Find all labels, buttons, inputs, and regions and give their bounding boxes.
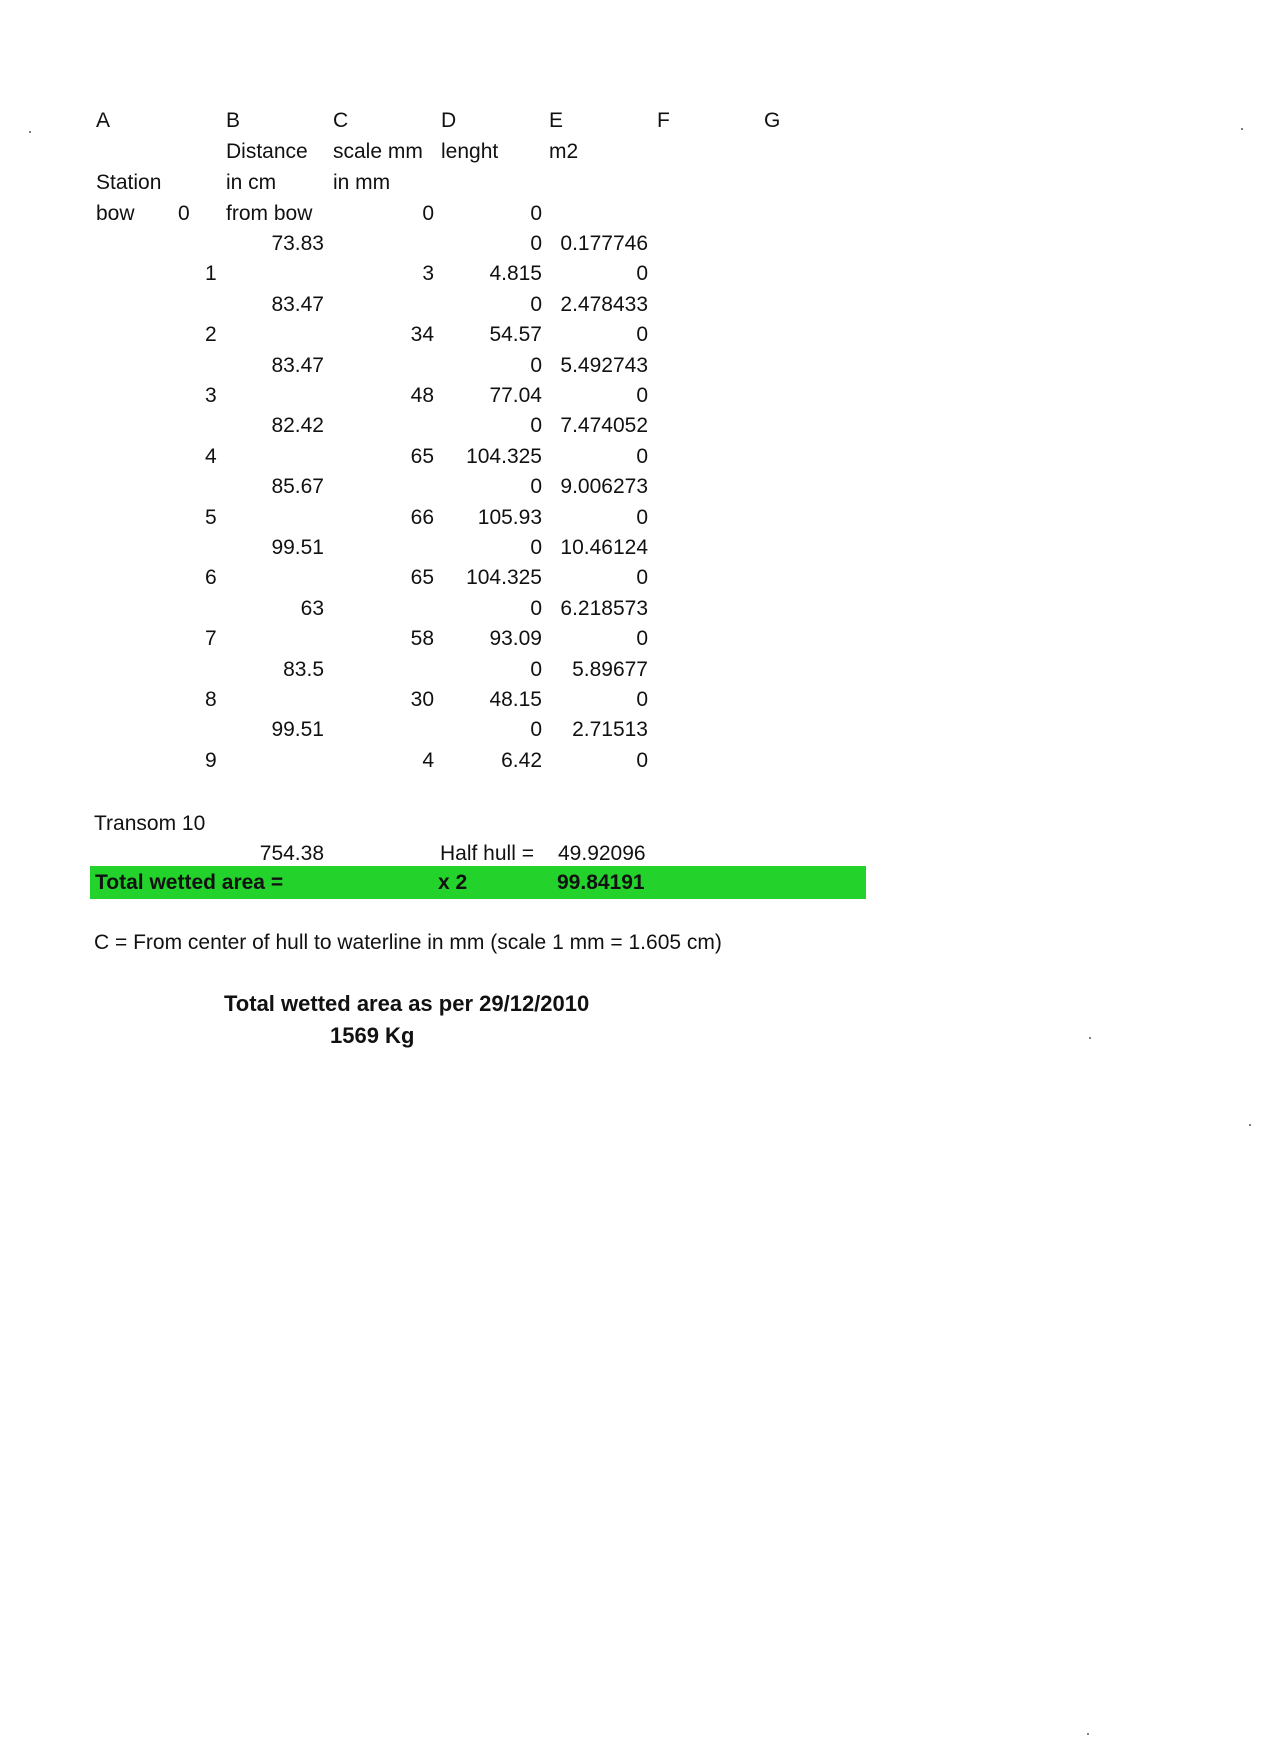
total-multiplier: x 2 xyxy=(438,871,468,894)
header-from-bow: from bow xyxy=(226,202,313,225)
row-length: 0 xyxy=(530,292,542,316)
scan-speck xyxy=(1089,1037,1091,1039)
row-area: 9.006273 xyxy=(560,475,648,499)
row-distance: 83.47 xyxy=(271,292,324,316)
row-scale: 34 xyxy=(410,323,434,347)
row-length: 4.815 xyxy=(489,262,542,286)
half-hull-value: 49.92096 xyxy=(558,842,646,865)
distance-total: 754.38 xyxy=(259,842,324,865)
row-scale: 4 xyxy=(422,748,434,772)
scan-speck xyxy=(29,131,31,133)
row-scale: 58 xyxy=(410,627,434,651)
header-station: Station xyxy=(96,171,162,194)
bow-length-value: 0 xyxy=(530,202,542,225)
wetted-area-date-title: Total wetted area as per 29/12/2010 xyxy=(224,991,590,1016)
column-letter-a: A xyxy=(96,109,111,132)
row-length: 0 xyxy=(530,353,542,377)
row-area: 0 xyxy=(636,444,648,468)
row-distance: 83.47 xyxy=(271,353,324,377)
row-area: 0 xyxy=(636,262,648,286)
row-area: 2.478433 xyxy=(560,292,648,316)
row-station: 2 xyxy=(205,323,217,347)
row-area: 2.71513 xyxy=(572,718,648,742)
bow-station-number: 0 xyxy=(178,202,190,225)
row-scale: 65 xyxy=(410,566,434,590)
row-length: 0 xyxy=(530,232,542,255)
row-station: 9 xyxy=(205,748,217,772)
row-distance: 83.5 xyxy=(283,657,324,681)
row-area: 0 xyxy=(636,627,648,651)
row-length: 77.04 xyxy=(489,384,542,407)
row-area: 5.89677 xyxy=(572,657,648,681)
row-area: 0 xyxy=(636,688,648,711)
row-distance: 63 xyxy=(300,596,324,620)
row-area: 0 xyxy=(636,748,648,772)
row-distance: 85.67 xyxy=(271,475,324,499)
header-in-mm: in mm xyxy=(333,171,391,194)
row-station: 1 xyxy=(205,262,217,286)
scan-speck xyxy=(1241,128,1243,130)
transom-label: Transom 10 xyxy=(94,812,206,835)
row-length: 54.57 xyxy=(489,323,542,347)
column-letter-e: E xyxy=(549,109,564,132)
row-area: 0 xyxy=(636,323,648,347)
row-scale: 30 xyxy=(410,688,434,711)
row-area: 0 xyxy=(636,384,648,407)
total-wetted-area-highlight xyxy=(90,866,866,899)
row-scale: 48 xyxy=(410,384,434,407)
row-area: 0 xyxy=(636,566,648,590)
row-station: 3 xyxy=(205,384,217,407)
scan-speck xyxy=(1249,1124,1251,1126)
column-letter-c: C xyxy=(333,109,349,132)
scale-footnote: C = From center of hull to waterline in mm (scale 1 mm = 1.605 cm) xyxy=(94,931,722,954)
row-distance: 73.83 xyxy=(271,232,324,255)
header-distance: Distance xyxy=(226,140,308,163)
row-length: 0 xyxy=(530,475,542,499)
scan-speck xyxy=(1087,1733,1089,1735)
weight-value: 1569 Kg xyxy=(330,1023,415,1048)
total-wetted-area-value: 99.84191 xyxy=(557,871,645,894)
column-letter-b: B xyxy=(226,109,241,132)
row-area: 6.218573 xyxy=(560,596,648,620)
row-area: 5.492743 xyxy=(560,353,648,377)
row-station: 7 xyxy=(205,627,217,651)
row-station: 8 xyxy=(205,688,217,711)
row-station: 6 xyxy=(205,566,217,590)
row-station: 4 xyxy=(205,444,217,468)
header-length: lenght xyxy=(441,140,499,163)
bow-label: bow xyxy=(96,202,135,225)
row-area: 0.177746 xyxy=(560,232,648,255)
row-length: 105.93 xyxy=(477,505,542,529)
bow-scale-value: 0 xyxy=(422,202,434,225)
row-length: 104.325 xyxy=(466,566,542,590)
row-length: 0 xyxy=(530,536,542,559)
row-distance: 99.51 xyxy=(271,718,324,742)
row-length: 0 xyxy=(530,657,542,681)
column-letter-f: F xyxy=(657,109,670,132)
row-scale: 3 xyxy=(422,262,434,286)
row-area: 10.46124 xyxy=(560,536,648,559)
column-letter-d: D xyxy=(441,109,457,132)
row-length: 6.42 xyxy=(501,748,542,772)
column-letter-g: G xyxy=(764,109,781,132)
row-area: 7.474052 xyxy=(560,414,648,438)
header-m2: m2 xyxy=(549,140,579,163)
row-station: 5 xyxy=(205,505,217,529)
header-scale-mm: scale mm xyxy=(333,140,423,163)
row-scale: 66 xyxy=(410,505,434,529)
row-length: 93.09 xyxy=(489,627,542,651)
row-length: 0 xyxy=(530,718,542,742)
row-distance: 82.42 xyxy=(271,414,324,438)
row-length: 0 xyxy=(530,596,542,620)
row-length: 48.15 xyxy=(489,688,542,711)
half-hull-label: Half hull = xyxy=(440,842,534,865)
row-scale: 65 xyxy=(410,444,434,468)
total-wetted-area-label: Total wetted area = xyxy=(95,871,284,894)
row-length: 0 xyxy=(530,414,542,438)
header-in-cm: in cm xyxy=(226,171,277,194)
row-area: 0 xyxy=(636,505,648,529)
row-distance: 99.51 xyxy=(271,536,324,559)
row-length: 104.325 xyxy=(466,444,542,468)
